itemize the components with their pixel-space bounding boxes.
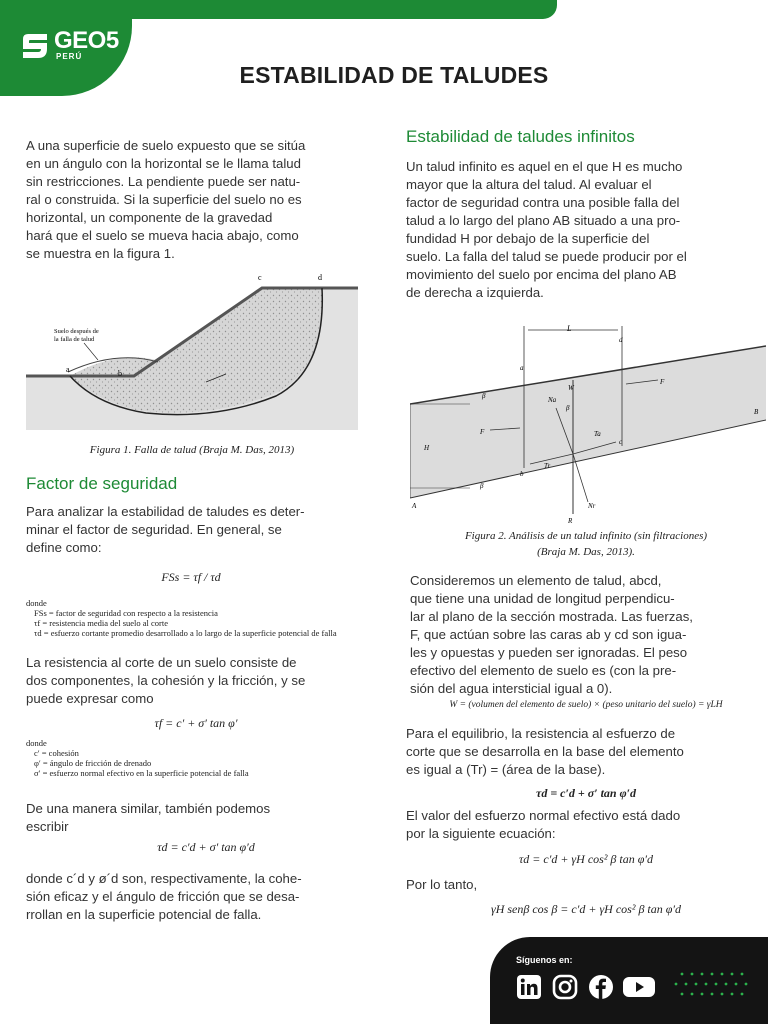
definitions-fs [26,598,366,638]
fig2-label-d: d [619,336,623,344]
text-line: en un ángulo con la horizontal se le llama talud [26,156,301,171]
definition-line: σ′ = esfuerzo normal efectivo en la superficie potencial de falla [34,768,249,778]
text-line: se muestra en la figura 1. [26,246,175,261]
fig2-label-B: B [754,408,759,416]
text-line: corte que se desarrolla en la base del elemento [406,744,684,759]
intro-paragraph [26,137,356,263]
fig1-note-line2: la falla de talud [54,336,95,343]
text-line: de derecha a izquierda. [406,285,544,300]
infinite-paragraph [406,158,761,302]
equation-tf: τf = c′ + σ′ tan φ′ [154,716,238,730]
text-line: Para el equilibrio, la resistencia al esfuerzo de [406,726,676,741]
text-line: hará que el suelo se mueva hacia abajo, como [26,228,299,243]
figure-2-caption-line2: (Braja M. Das, 2013). [537,546,635,558]
text-line: sión del agua intersticial igual a 0). [410,681,613,696]
fig2-label-L: L [567,324,572,333]
equilibrium-paragraph [406,725,761,779]
fig2-label-H: H [424,444,430,452]
factor-heading: Factor de seguridad [26,474,178,493]
decorative-dots [672,970,752,998]
text-line: sin restricciones. La pendiente puede ser natu- [26,174,301,189]
resistance-paragraph [26,654,356,708]
fig1-label-d: d [318,273,322,282]
text-line: suelo. La falla del talud se puede producir por el [406,249,687,264]
therefore-text: Por lo tanto, [406,877,478,892]
equation-w: W = (volumen del elemento de suelo) × (peso unitario del suelo) = γLH [449,700,723,710]
brand-logo[interactable] [20,27,119,61]
text-line: rrollan en la superficie potencial de falla. [26,907,262,922]
fig1-label-a: a [66,365,70,374]
equation-fs: FSs = τf / τd [161,570,221,584]
fig2-label-Tr: Tr [544,462,551,470]
fig2-label-a: a [520,364,524,372]
facebook-icon[interactable] [588,974,614,1000]
definition-line: donde [26,598,47,608]
text-line: es igual a (Tr) = (área de la base). [406,762,606,777]
text-line: A una superficie de suelo expuesto que se sitúa [26,138,306,153]
text-line: fundidad H por debajo de la superficie del [406,231,650,246]
definition-line: donde [26,738,47,748]
equation-final: γH senβ cos β = c′d + γH cos² β tan φ′d [490,902,682,916]
text-line: por la siguiente ecuación: [406,826,556,841]
fig2-label-c: c [619,438,623,446]
fig2-label-A: A [412,502,417,510]
fig2-label-Na: Na [548,396,557,404]
text-line: Un talud infinito es aquel en el que H es mucho [406,159,683,174]
equation-td-cos: τd = c′d + γH cos² β tan φ′d [518,852,653,866]
fig2-label-Nr: Nr [588,502,596,510]
text-line: donde c´d y ø´d son, respectivamente, la cohe- [26,871,302,886]
fig1-note-line1: Suelo después de [54,328,99,335]
element-paragraph [410,572,765,698]
fig2-label-F-left: F [480,428,485,436]
definition-line: FSs = factor de seguridad con respecto a la resistencia [34,608,218,618]
text-line: El valor del esfuerzo normal efectivo está dado [406,808,681,823]
text-line: dos componentes, la cohesión y la fricción, y se [26,673,306,688]
text-line: les y opuestas y pueden ser ignoradas. El peso [410,645,688,660]
similar-paragraph [26,800,356,836]
page-title: ESTABILIDAD DE TALUDES [239,62,549,88]
fig2-label-R: R [568,517,573,525]
instagram-icon[interactable] [552,974,578,1000]
infinite-heading: Estabilidad de taludes infinitos [406,127,635,146]
figure-1-caption: Figura 1. Falla de talud (Braja M. Das, 2013) [89,444,295,456]
factor-paragraph [26,503,356,557]
text-line: La resistencia al corte de un suelo consiste de [26,655,297,670]
text-line: efectivo del elemento de suelo es (con la pre- [410,663,677,678]
fig1-label-c: c [258,273,262,282]
geo5-mark-icon [20,31,50,61]
text-line: talud a lo largo del plano AB situado a una pro- [406,213,681,228]
fig2-label-beta-bottom: β [480,482,484,490]
text-line: horizontal, un componente de la gravedad [26,210,273,225]
figure-2-caption-line1: Figura 2. Análisis de un talud infinito (sin filtraciones) [464,530,708,542]
text-line: Consideremos un elemento de talud, abcd, [410,573,662,588]
text-line: Para analizar la estabilidad de taludes es deter- [26,504,305,519]
normal-stress-paragraph [406,807,761,843]
text-line: movimiento del suelo por encima del plano AB [406,267,677,282]
definition-line: φ′ = ángulo de fricción de drenado [34,758,152,768]
definition-line: c′ = cohesión [34,748,79,758]
fig2-label-beta-mid: β [566,404,570,412]
fig2-label-W: W [568,384,574,392]
linkedin-icon[interactable] [516,974,542,1000]
text-line: mayor que la altura del talud. Al evaluar el [406,177,652,192]
definition-line: τf = resistencia media del suelo al corte [34,618,169,628]
fig2-label-Ta: Ta [594,430,601,438]
brand-name: GEO5 [54,27,119,54]
figure-2-infinite-slope [410,318,766,528]
text-line: F, que actúan sobre las caras ab y cd son igua- [410,627,687,642]
text-line: escribir [26,819,69,834]
equation-td-left: τd = c′d + σ′ tan φ′d [157,840,255,854]
definition-line: τd = esfuerzo cortante promedio desarrollado a lo largo de la superficie potencial de falla [34,628,337,638]
brand-country: PERÚ [56,52,83,61]
text-line: lar al plano de la sección mostrada. Las fuerzas, [410,609,693,624]
text-line: sión eficaz y el ángulo de fricción que se desa- [26,889,300,904]
fig2-label-beta-top: β [482,392,486,400]
text-line: que tiene una unidad de longitud perpendicu- [410,591,675,606]
fig2-label-F-right: F [660,378,665,386]
fig2-label-b: b [520,470,524,478]
text-line: ral o construida. Si la superficie del suelo no es [26,192,302,207]
equation-td-right: τd = c′d + σ′ tan φ′d [536,786,636,800]
text-line: De una manera similar, también podemos [26,801,271,816]
youtube-icon[interactable] [622,974,656,1000]
text-line: minar el factor de seguridad. En general, se [26,522,282,537]
fig1-label-b: b [118,369,122,378]
final-paragraph-left [26,870,356,924]
follow-us-label: Síguenos en: [516,955,573,965]
definitions-tf [26,738,366,778]
text-line: factor de seguridad contra una posible falla del [406,195,680,210]
text-line: puede expresar como [26,691,154,706]
text-line: define como: [26,540,102,555]
figure-1-slope-failure [26,270,358,430]
